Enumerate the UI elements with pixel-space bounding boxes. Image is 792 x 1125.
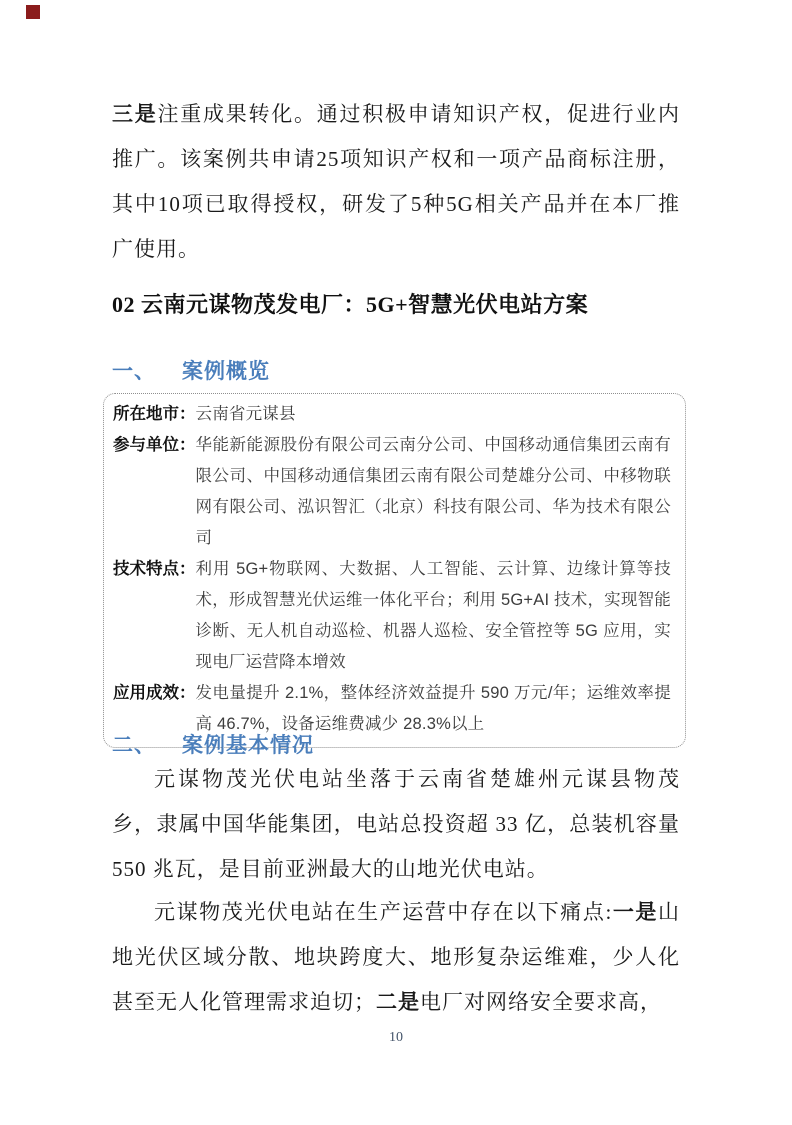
section1-number: 一、 bbox=[112, 360, 156, 383]
basic-situation-paragraph-1: 元谋物茂光伏电站坐落于云南省楚雄州元谋县物茂乡，隶属中国华能集团，电站总投资超 33 亿，总装机容量 550 兆瓦，是目前亚洲最大的山地光伏电站。 bbox=[112, 767, 680, 881]
section2-number: 二、 bbox=[112, 734, 156, 757]
case-title: 02 云南元谋物茂发电厂：5G+智慧光伏电站方案 bbox=[112, 292, 589, 317]
overview-value-results: 发电量提升 2.1%，整体经济效益提升 590 万元/年；运维效率提高 46.7%，设备运维费减少 28.3%以上 bbox=[195, 684, 671, 733]
overview-label-results: 应用成效： bbox=[113, 684, 196, 702]
case-overview-box bbox=[103, 393, 686, 748]
overview-label-location: 所在地市： bbox=[113, 405, 196, 423]
section2-heading bbox=[112, 729, 314, 759]
overview-value-location: 云南省元谋县 bbox=[195, 405, 296, 423]
overview-label-participants: 参与单位： bbox=[113, 436, 196, 454]
intro-paragraph-text: 注重成果转化。通过积极申请知识产权，促进行业内推广。该案例共申请25项知识产权和一项产品商标注册，其中10项已取得授权，研发了5种5G相关产品并在本厂推广使用。 bbox=[112, 102, 680, 261]
basic-situation-paragraph-2 bbox=[112, 890, 680, 1025]
pain-segment-4: 电厂对网络安全要求高， bbox=[420, 990, 662, 1014]
intro-paragraph bbox=[112, 92, 680, 272]
page-number: 10 bbox=[389, 1030, 403, 1045]
overview-row-location bbox=[113, 399, 671, 430]
section2-title: 案例基本情况 bbox=[182, 734, 314, 757]
section1-title: 案例概览 bbox=[182, 360, 270, 383]
overview-value-tech-features: 利用 5G+物联网、大数据、人工智能、云计算、边缘计算等技术，形成智慧光伏运维一体化平台；利用 5G+AI 技术，实现智能诊断、无人机自动巡检、机器人巡检、安全管控等 5G 应用，实现电厂运营降本增效 bbox=[195, 560, 671, 671]
intro-paragraph-bold-lead: 三是 bbox=[112, 103, 158, 126]
pain-segment-1-bold: 一是 bbox=[612, 901, 658, 924]
overview-value-participants: 华能新能源股份有限公司云南分公司、中国移动通信集团云南有限公司、中国移动通信集团云南有限公司楚雄分公司、中移物联网有限公司、泓识智汇（北京）科技有限公司、华为技术有限公司 bbox=[195, 436, 671, 547]
overview-row-participants bbox=[113, 430, 671, 554]
pain-segment-2: 山地光伏区域分散、地块跨度大、地形复杂运维难，少人化甚至无人化管理需求迫切； bbox=[112, 900, 680, 1014]
pain-segment-3-bold: 二是 bbox=[376, 991, 420, 1014]
overview-label-tech-features: 技术特点： bbox=[113, 560, 196, 578]
corner-marker bbox=[26, 5, 40, 19]
section1-heading bbox=[112, 355, 270, 385]
overview-row-tech-features bbox=[113, 554, 671, 678]
pain-segment-0: 元谋物茂光伏电站在生产运营中存在以下痛点: bbox=[154, 900, 613, 924]
